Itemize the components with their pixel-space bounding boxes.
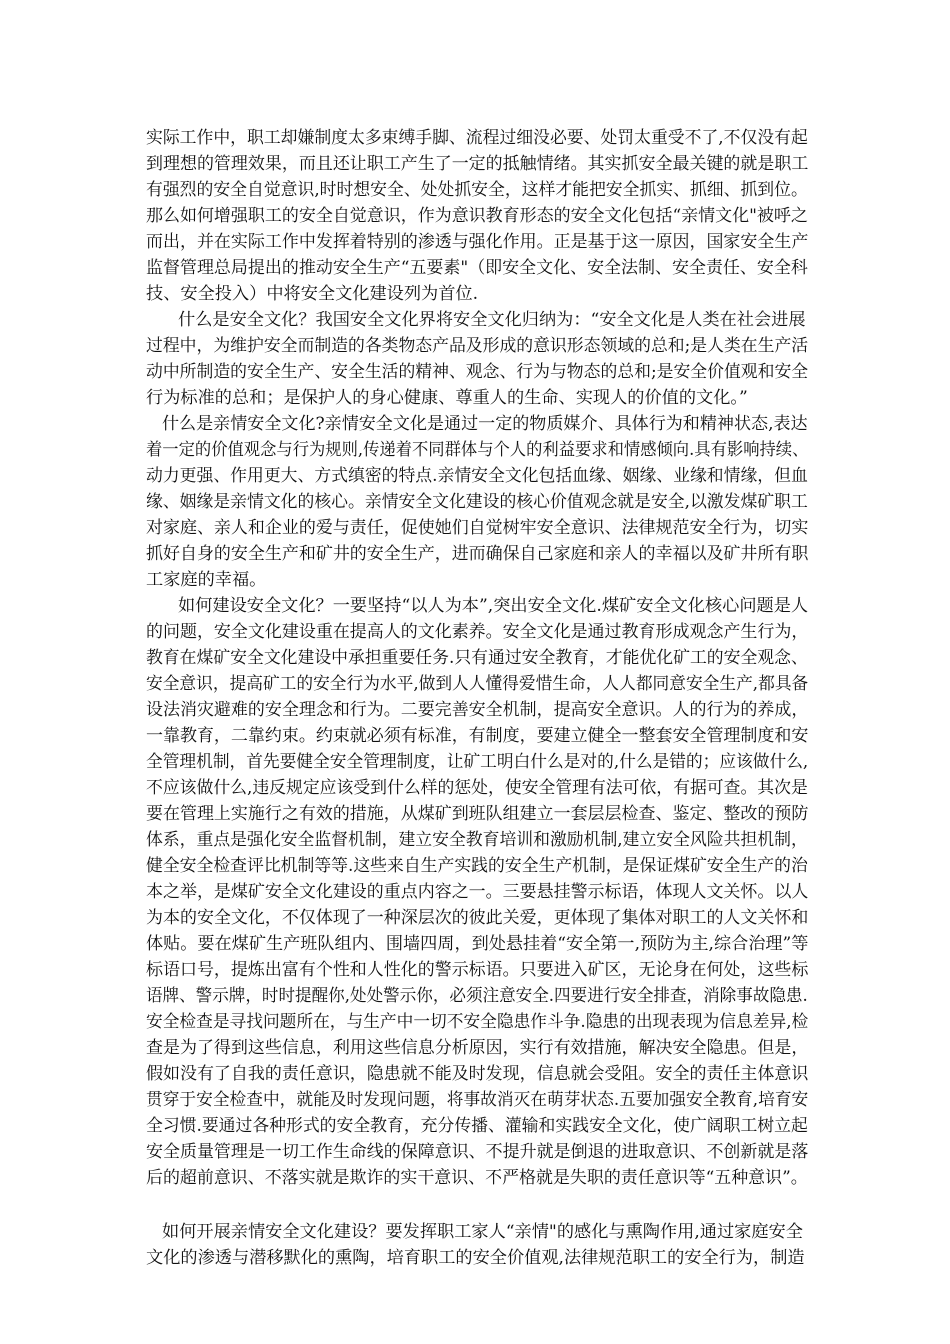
text-line: 如何建设安全文化？一要坚持“以人为本”,突出安全文化.煤矿安全文化核心问题是人: [178, 596, 809, 616]
text-line: 实际工作中，职工却嫌制度太多束缚手脚、流程过细没必要、处罚太重受不了,不仅没有起: [146, 128, 808, 148]
text-line: 什么是安全文化？我国安全文化界将安全文化归纳为：“安全文化是人类在社会进展: [178, 310, 806, 330]
text-line: 而出，并在实际工作中发挥着特别的渗透与强化作用。正是基于这一原因，国家安全生产: [146, 232, 809, 252]
text-line: 抓好自身的安全生产和矿井的安全生产，进而确保自己家庭和亲人的幸福以及矿井所有职: [146, 544, 809, 564]
text-line: 监督管理总局提出的推动安全生产“五要素"（即安全文化、安全法制、安全责任、安全科: [146, 258, 808, 278]
text-line: 后的超前意识、不落实就是欺诈的实干意识、不严格就是失职的责任意识等“五种意识”。: [146, 1168, 808, 1188]
text-line: 过程中，为维护安全而制造的各类物态产品及形成的意识形态领域的总和;是人类在生产活: [146, 336, 809, 356]
text-line: 一靠教育，二靠约束。约束就必须有标准，有制度，要建立健全一整套安全管理制度和安: [146, 726, 809, 746]
text-line: 那么如何增强职工的安全自觉意识，作为意识教育形态的安全文化包括“亲情文化"被呼之: [146, 206, 808, 226]
text-line: 安全检查是寻找问题所在，与生产中一切不安全隐患作斗争.隐患的出现表现为信息差异,检: [146, 1012, 809, 1032]
text-line: 假如没有了自我的责任意识，隐患就不能及时发现，信息就会受阻。安全的责任主体意识: [146, 1064, 809, 1084]
text-line: 的问题，安全文化建设重在提高人的文化素养。安全文化是通过教育形成观念产生行为，: [146, 622, 809, 642]
text-line: 文化的渗透与潜移默化的熏陶，培育职工的安全价值观,法律规范职工的安全行为，制造: [146, 1248, 805, 1268]
text-line: 动力更强、作用更大、方式缜密的特点.亲情安全文化包括血缘、姻缘、业缘和情缘，但血: [146, 466, 808, 486]
text-line: 全管理机制，首先要健全安全管理制度，让矿工明白什么是对的,什么是错的；应该做什么,: [146, 752, 809, 772]
text-line: 全习惯.要通过各种形式的安全教育，充分传播、灌输和实践安全文化，使广阔职工树立起: [146, 1116, 808, 1136]
text-line: 本之举，是煤矿安全文化建设的重点内容之一。三要悬挂警示标语，体现人文关怀。以人: [146, 882, 809, 902]
text-line: 语牌、警示牌，时时提醒你,处处警示你，必须注意安全.四要进行安全排查，消除事故隐患.: [146, 986, 808, 1006]
text-line: 安全质量管理是一切工作生命线的保障意识、不提升就是倒退的进取意识、不创新就是落: [146, 1142, 809, 1162]
text-line: 动中所制造的安全生产、安全生活的精神、观念、行为与物态的总和;是安全价值观和安全: [146, 362, 809, 382]
text-line: 体系，重点是强化安全监督机制，建立安全教育培训和激励机制,建立安全风险共担机制，: [146, 830, 808, 850]
text-line: 为本的安全文化，不仅体现了一种深层次的彼此关爱，更体现了集体对职工的人文关怀和: [146, 908, 809, 928]
text-line: 健全安全检查评比机制等等.这些来自生产实践的安全生产机制，是保证煤矿安全生产的治: [146, 856, 808, 876]
text-line: 如何开展亲情安全文化建设？要发挥职工家人“亲情"的感化与熏陶作用,通过家庭安全: [162, 1222, 803, 1242]
text-line: 工家庭的幸福。: [146, 570, 267, 590]
text-line: 贯穿于安全检查中，就能及时发现问题，将事故消灭在萌芽状态.五要加强安全教育,培育安: [146, 1090, 809, 1110]
text-line: 行为标准的总和；是保护人的身心健康、尊重人的生命、实现人的价值的文化。”: [146, 388, 748, 408]
text-line: 设法消灾避难的安全理念和行为。二要完善安全机制，提高安全意识。人的行为的养成，: [146, 700, 809, 720]
text-line: 查是为了得到这些信息，利用这些信息分析原因，实行有效措施，解决安全隐患。但是，: [146, 1038, 809, 1058]
text-line: 要在管理上实施行之有效的措施，从煤矿到班队组建立一套层层检查、鉴定、整改的预防: [146, 804, 809, 824]
text-line: 不应该做什么,违反规定应该受到什么样的惩处，使安全管理有法可依，有据可查。其次是: [146, 778, 808, 798]
text-line: 缘、姻缘是亲情文化的核心。亲情安全文化建设的核心价值观念就是安全,以激发煤矿职工: [146, 492, 808, 512]
text-line: 有强烈的安全自觉意识,时时想安全、处处抓安全，这样才能把安全抓实、抓细、抓到位。: [146, 180, 808, 200]
text-line: 着一定的价值观念与行为规则,传递着不同群体与个人的利益要求和情感倾向.具有影响持续、: [146, 440, 809, 460]
text-line: 标语口号，提炼出富有个性和人性化的警示标语。只要进入矿区，无论身在何处，这些标: [146, 960, 809, 980]
text-line: 技、安全投入）中将安全文化建设列为首位.: [146, 284, 479, 304]
text-line: 什么是亲情安全文化?亲情安全文化是通过一定的物质媒介、具体行为和精神状态,表达: [162, 414, 808, 434]
text-line: 到理想的管理效果，而且还让职工产生了一定的抵触情绪。其实抓安全最关键的就是职工: [146, 154, 809, 174]
text-line: 体贴。要在煤矿生产班队组内、围墙四周，到处悬挂着“安全第一,预防为主,综合治理”等: [146, 934, 809, 954]
text-line: 教育在煤矿安全文化建设中承担重要任务.只有通过安全教育，才能优化矿工的安全观念、: [146, 648, 808, 668]
text-line: 安全意识，提高矿工的安全行为水平,做到人人懂得爱惜生命，人人都同意安全生产,都具备: [146, 674, 809, 694]
text-line: 对家庭、亲人和企业的爱与责任，促使她们自觉树牢安全意识、法律规范安全行为，切实: [146, 518, 809, 538]
